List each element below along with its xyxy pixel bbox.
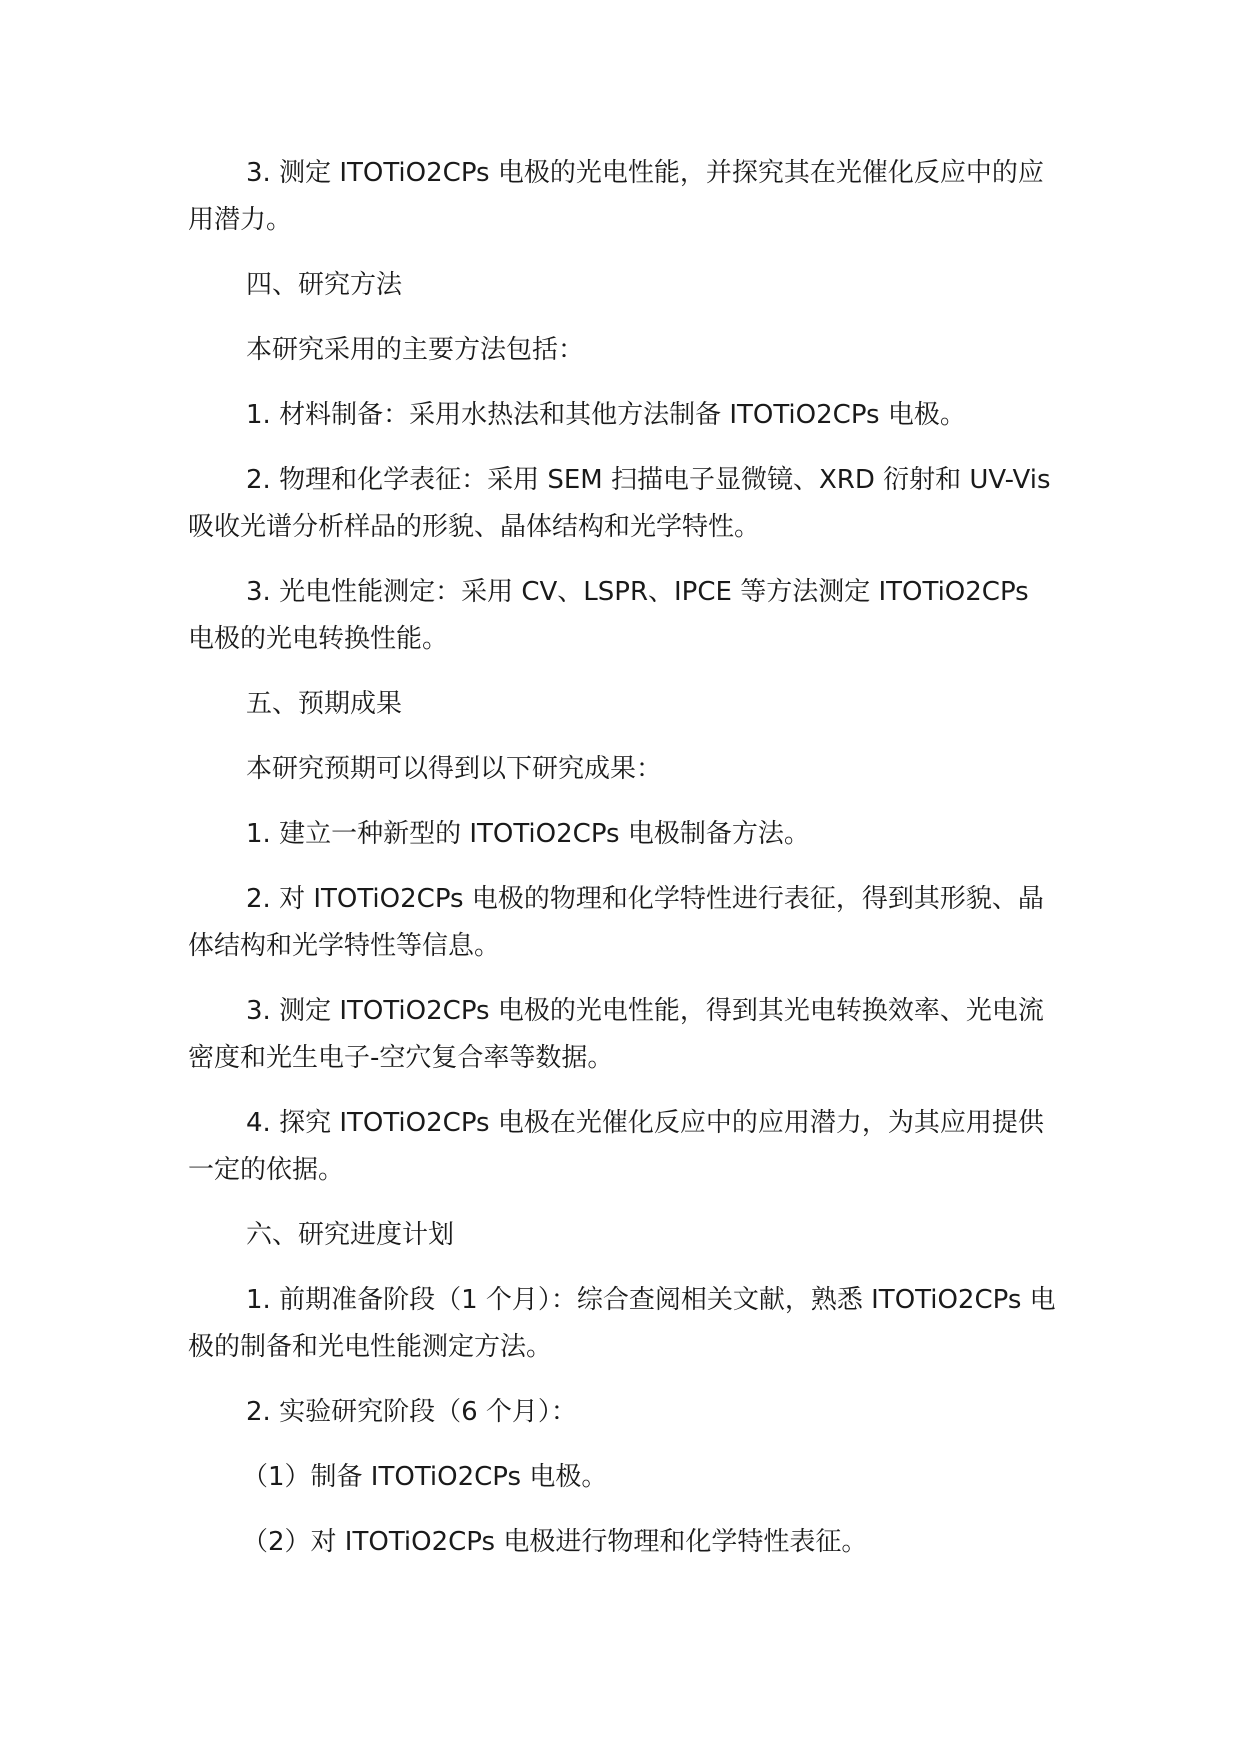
paragraph-method-3: 3. 光电性能测定：采用 CV、LSPR、IPCE 等方法测定 ITOTiO2CPs 电极的光电转换性能。: [188, 577, 1029, 654]
paragraph-results-intro: 本研究预期可以得到以下研究成果：: [246, 754, 663, 784]
paragraph-result-2: 2. 对 ITOTiO2CPs 电极的物理和化学特性进行表征，得到其形貌、晶体结构和光学特性等信息。: [188, 884, 1044, 961]
paragraph-method-1: 1. 材料制备：采用水热法和其他方法制备 ITOTiO2CPs 电极。: [246, 400, 966, 430]
paragraph-result-4: 4. 探究 ITOTiO2CPs 电极在光催化反应中的应用潜力，为其应用提供一定的依据。: [188, 1108, 1044, 1185]
document-body: [188, 150, 1058, 1584]
paragraph-schedule-1: 1. 前期准备阶段（1 个月）：综合查阅相关文献，熟悉 ITOTiO2CPs 电极的制备和光电性能测定方法。: [188, 1285, 1056, 1362]
paragraph-schedule-2-item-1: （1）制备 ITOTiO2CPs 电极。: [242, 1462, 608, 1492]
section-heading-expected-results: 五、预期成果: [246, 689, 403, 719]
paragraph-schedule-2-item-2: （2）对 ITOTiO2CPs 电极进行物理和化学特性表征。: [242, 1527, 868, 1557]
section-heading-methods: 四、研究方法: [246, 270, 403, 300]
paragraph-result-1: 1. 建立一种新型的 ITOTiO2CPs 电极制备方法。: [246, 819, 810, 849]
paragraph-objective-3: 3. 测定 ITOTiO2CPs 电极的光电性能，并探究其在光催化反应中的应用潜力。: [188, 158, 1044, 235]
paragraph-schedule-2: 2. 实验研究阶段（6 个月）：: [246, 1397, 577, 1427]
paragraph-method-2: 2. 物理和化学表征：采用 SEM 扫描电子显微镜、XRD 衍射和 UV-Vis 吸收光谱分析样品的形貌、晶体结构和光学特性。: [188, 465, 1051, 542]
paragraph-result-3: 3. 测定 ITOTiO2CPs 电极的光电性能，得到其光电转换效率、光电流密度和光生电子-空穴复合率等数据。: [188, 996, 1044, 1073]
section-heading-schedule: 六、研究进度计划: [246, 1220, 455, 1250]
paragraph-methods-intro: 本研究采用的主要方法包括：: [246, 335, 585, 365]
